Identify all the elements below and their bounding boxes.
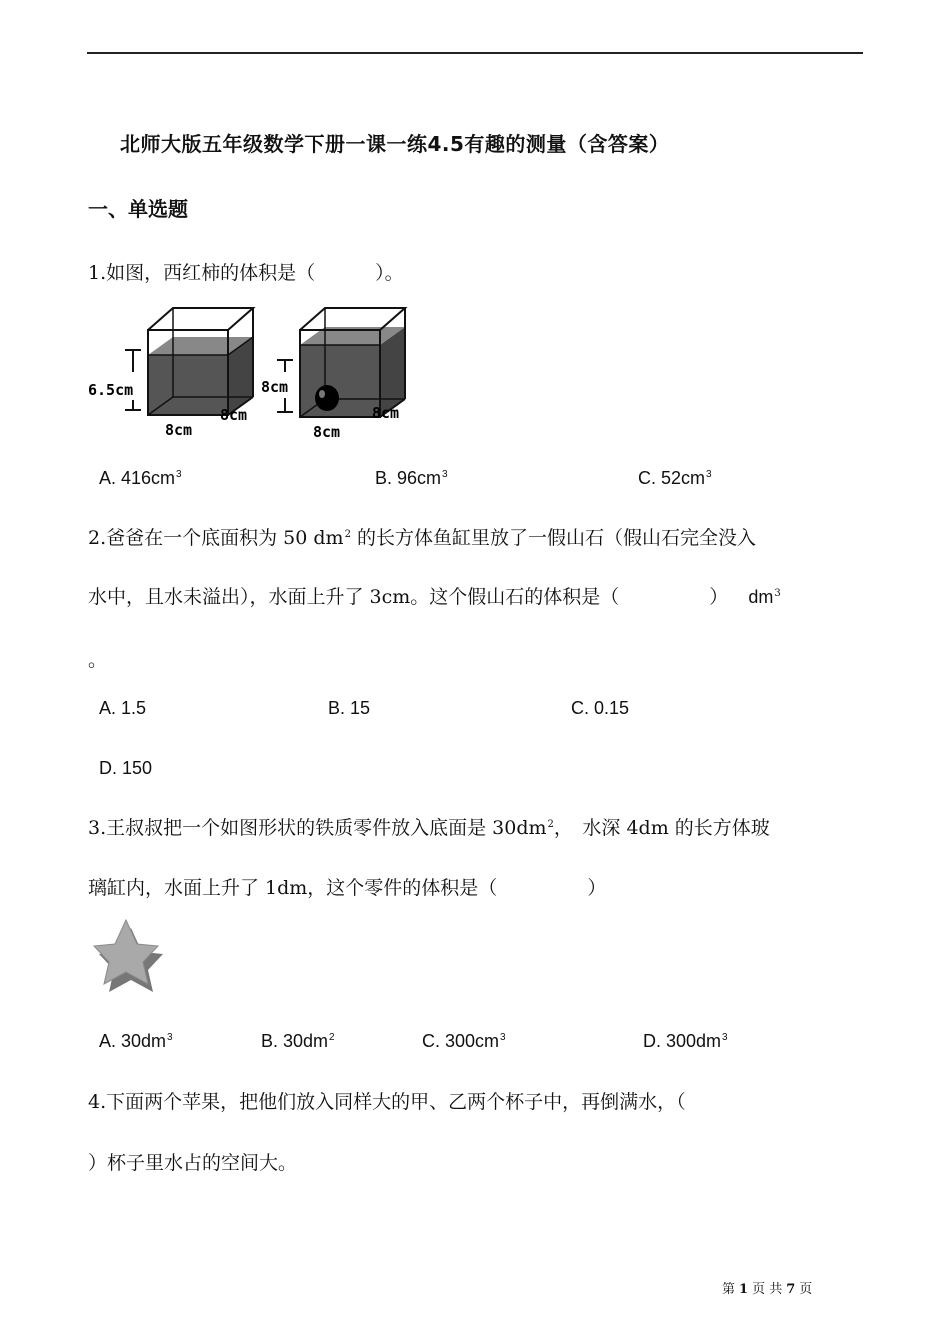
q3-option-a[interactable]: A. $30dm^3$ (99, 1031, 173, 1051)
q2-option-c[interactable]: C. 0.15 (571, 698, 630, 718)
q1-option-c[interactable]: C. $52cm^3$ (638, 468, 712, 488)
left-height-label: 6.5cm (88, 381, 134, 399)
left-width-label: 8cm (165, 421, 193, 439)
question-2-line-1: 2.爸爸在一个底面积为 50 $dm^2$ 的长方体鱼缸里放了一假山石（假山石完全没入 (88, 527, 756, 549)
question-4-line-2: ）杯子里水占的空间大。 (88, 1152, 298, 1174)
page-title: 北师大版五年级数学下册一课一练4.5有趣的测量（含答案） (120, 132, 670, 156)
header-rule (87, 52, 863, 54)
q2-option-b[interactable]: B. 15 (328, 698, 371, 718)
tomato-shape (315, 385, 339, 411)
question-4-line-1: 4.下面两个苹果，把他们放入同样大的甲、乙两个杯子中，再倒满水，（ (88, 1091, 686, 1113)
q1-option-b[interactable]: B. $96cm^3$ (375, 468, 448, 488)
question-2-line-3: 。 (88, 649, 108, 671)
page-footer: 第 1 页 共 7 页 (722, 1282, 813, 1297)
q1-option-a[interactable]: A. $416cm^3$ (99, 468, 182, 488)
q2-option-d[interactable]: D. 150 (99, 758, 153, 778)
right-depth-label: 8cm (372, 404, 400, 422)
section-heading: 一、单选题 (88, 197, 188, 221)
q2-option-a[interactable]: A. 1.5 (99, 698, 147, 718)
right-height-label: 8cm (261, 378, 289, 396)
q3-option-b[interactable]: B. $30dm^2$ (261, 1031, 335, 1051)
q1-text-before: 1.如图，西红柿的体积是（ (88, 262, 316, 284)
q3-option-d[interactable]: D. $300dm^3$ (643, 1031, 728, 1051)
q1-text-after: ）。 (375, 262, 404, 284)
question-2-line-2: 水中，且水未溢出），水面上升了 3cm。这个假山石的体积是（ ） $dm^3$ (88, 586, 781, 608)
q1-figure-containers (85, 300, 415, 450)
right-container (277, 308, 405, 417)
q3-option-c[interactable]: C. $300cm^3$ (422, 1031, 506, 1051)
total-pages: 7 (786, 1282, 796, 1297)
question-3-line-2: 璃缸内，水面上升了 1dm，这个零件的体积是（ ） (88, 877, 607, 899)
star-part-figure (88, 914, 168, 994)
current-page: 1 (739, 1282, 749, 1297)
left-depth-label: 8cm (220, 406, 248, 424)
question-1 (88, 258, 404, 285)
question-3-line-1: 3.王叔叔把一个如图形状的铁质零件放入底面是 $30dm^2$， 水深 4dm 的长方体玻 (88, 817, 770, 839)
left-container (125, 308, 253, 415)
right-width-label: 8cm (313, 423, 341, 441)
